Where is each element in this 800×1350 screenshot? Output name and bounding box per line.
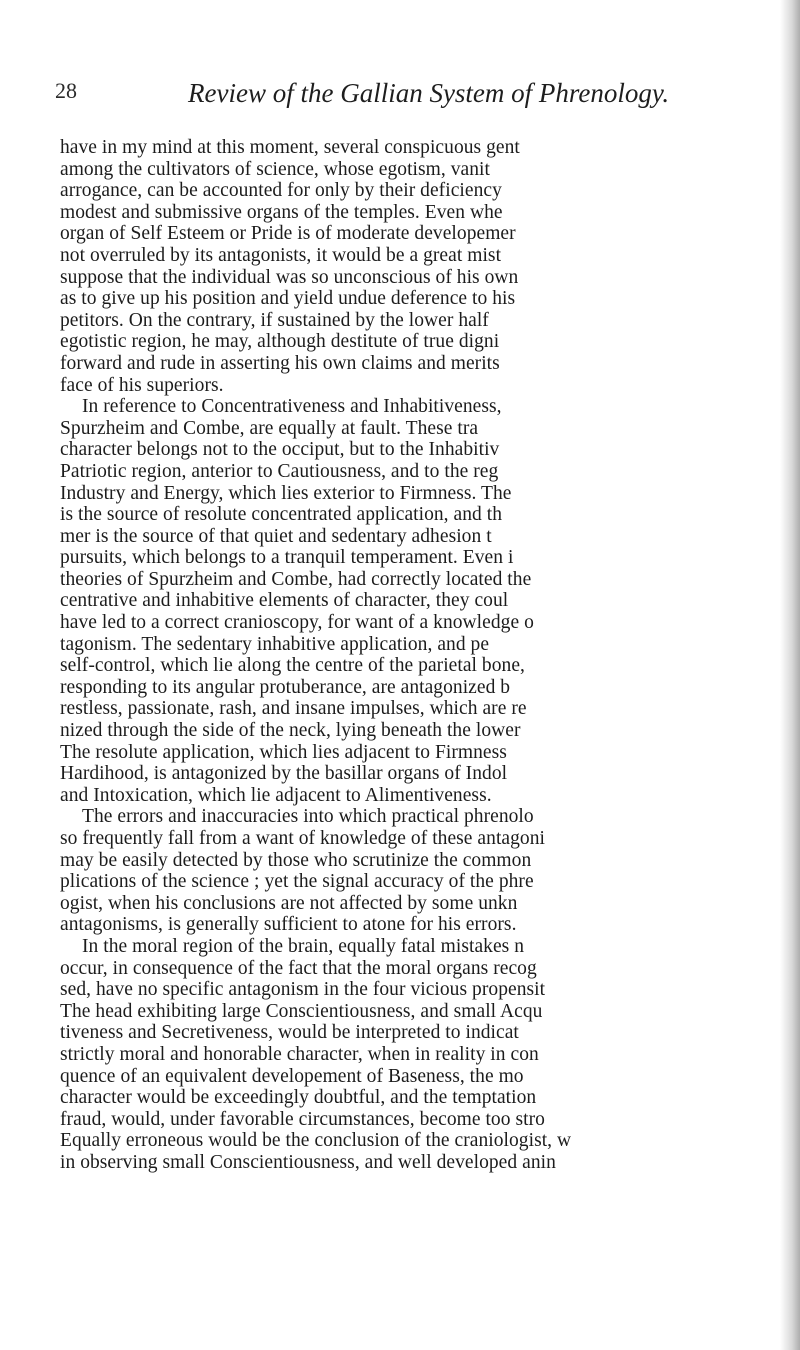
running-title: Review of the Gallian System of Phrenology. xyxy=(188,78,670,108)
text-line: petitors. On the contrary, if sustained by the lower half xyxy=(60,309,489,331)
text-line: Spurzheim and Combe, are equally at fault. These tra xyxy=(60,417,479,439)
text-line: ogist, when his conclusions are not affected by some unkn xyxy=(60,892,518,914)
text-line: tiveness and Secretiveness, would be interpreted to indicat xyxy=(60,1022,519,1044)
text-line: centrative and inhabitive elements of character, they coul xyxy=(60,590,509,612)
text-line: among the cultivators of science, whose egotism, vanit xyxy=(60,158,490,180)
text-line: strictly moral and honorable character, when in reality in con xyxy=(60,1043,539,1065)
text-line: Hardihood, is antagonized by the basillar organs of Indol xyxy=(60,763,508,785)
text-line: Patriotic region, anterior to Cautiousness, and to the reg xyxy=(60,460,499,482)
text-line: may be easily detected by those who scrutinize the common xyxy=(60,849,532,871)
text-line: and Intoxication, which lie adjacent to Alimentiveness. xyxy=(60,784,492,806)
text-line: egotistic region, he may, although destitute of true digni xyxy=(60,331,500,353)
text-line: nized through the side of the neck, lying beneath the lower xyxy=(60,720,521,742)
text-line: so frequently fall from a want of knowledge of these antagoni xyxy=(60,828,545,849)
text-line: arrogance, can be accounted for only by their deficiency xyxy=(60,180,502,202)
page-edge-shadow xyxy=(780,0,800,1350)
text-line: forward and rude in asserting his own claims and merits xyxy=(60,352,500,374)
text-line: have led to a correct cranioscopy, for want of a knowledge o xyxy=(60,612,534,634)
text-line: restless, passionate, rash, and insane impulses, which are re xyxy=(60,698,527,720)
text-line: In the moral region of the brain, equally fatal mistakes n xyxy=(82,935,525,957)
text-line: suppose that the individual was so unconscious of his own xyxy=(60,266,519,288)
text-line: tagonism. The sedentary inhabitive application, and pe xyxy=(60,633,490,655)
text-line: face of his superiors. xyxy=(60,374,224,396)
text-line: character would be exceedingly doubtful, and the temptation xyxy=(60,1087,537,1109)
body-text xyxy=(60,137,765,1174)
text-line: quence of an equivalent developement of Baseness, the mo xyxy=(60,1065,524,1087)
text-line: character belongs not to the occiput, but to the Inhabitiv xyxy=(60,439,500,461)
text-line: mer is the source of that quiet and sedentary adhesion t xyxy=(60,525,492,547)
text-line: have in my mind at this moment, several conspicuous gent xyxy=(60,137,520,158)
text-line: Equally erroneous would be the conclusion of the craniologist, w xyxy=(60,1130,572,1152)
text-line: fraud, would, under favorable circumstances, become too stro xyxy=(60,1108,545,1130)
page-number: 28 xyxy=(55,78,77,103)
text-line: Industry and Energy, which lies exterior to Firmness. The xyxy=(60,482,512,504)
text-line: not overruled by its antagonists, it would be a great mist xyxy=(60,244,502,266)
text-line: occur, in consequence of the fact that the moral organs recog xyxy=(60,957,537,979)
text-line: plications of the science ; yet the signal accuracy of the phre xyxy=(60,871,534,893)
text-line: sed, have no specific antagonism in the four vicious propensit xyxy=(60,979,546,1001)
text-line: modest and submissive organs of the temples. Even whe xyxy=(60,201,503,223)
text-line: In reference to Concentrativeness and Inhabitiveness, xyxy=(82,396,502,418)
text-line: pursuits, which belongs to a tranquil temperament. Even i xyxy=(60,547,514,569)
text-line: responding to its angular protuberance, are antagonized b xyxy=(60,676,511,698)
text-line: The resolute application, which lies adjacent to Firmness xyxy=(60,741,507,763)
text-line: antagonisms, is generally sufficient to atone for his errors. xyxy=(60,914,517,936)
text-line: in observing small Conscientiousness, and well developed anin xyxy=(60,1151,556,1173)
text-line: The errors and inaccuracies into which practical phrenolo xyxy=(82,806,534,828)
text-line: theories of Spurzheim and Combe, had correctly located the xyxy=(60,568,532,590)
page-header xyxy=(55,78,800,118)
text-line: self-control, which lie along the centre of the parietal bone, xyxy=(60,655,525,677)
text-line: organ of Self Esteem or Pride is of moderate developemer xyxy=(60,223,516,245)
text-line: as to give up his position and yield undue deference to his xyxy=(60,288,516,310)
text-line: is the source of resolute concentrated application, and th xyxy=(60,504,503,526)
text-line: The head exhibiting large Conscientiousness, and small Acqu xyxy=(60,1000,543,1022)
